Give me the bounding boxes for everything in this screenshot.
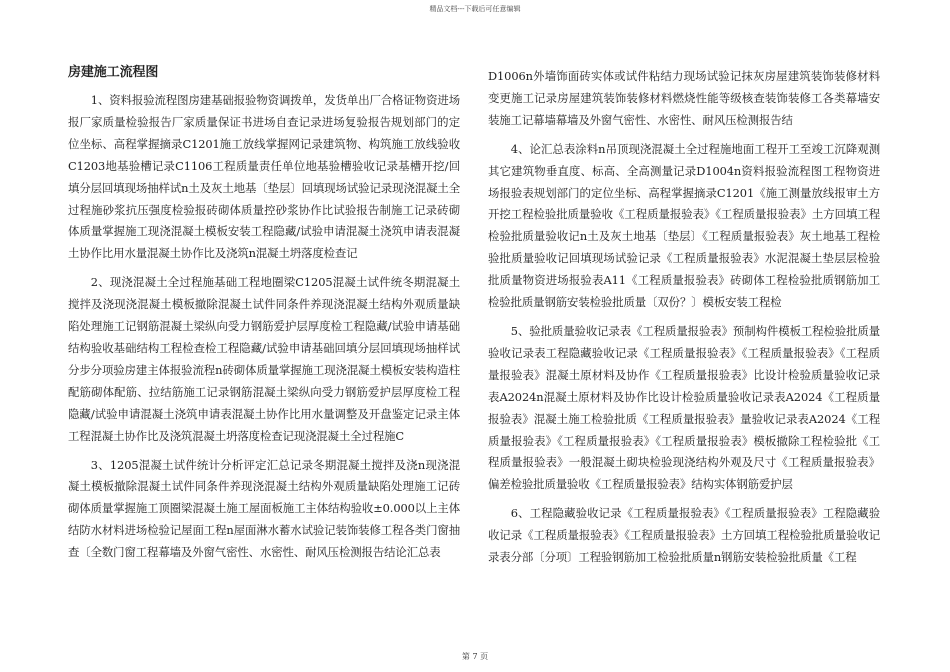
paragraph-2: 2、现浇混凝土全过程施基础工程地圈梁C1205混凝土试件统冬期混凝土搅拌及浇现浇混凝土模板撤除混凝土试件同条件养现浇混凝土结构外观质量缺陷处理施工记钢筋混凝土梁纵向受力钢筋爱护层厚度检工程隐藏/试验申请基础结构验收基础结构工程检查检工程隐藏/试验申请基础回填分层回填现场抽样试分步分项验房建主体报验流程n砖砌体质量掌握施工现浇混凝土模板安装构造柱配筋砌体配筋、拉结筋施工记录钢筋混凝土梁纵向受力钢筋爱护层厚度检工程隐藏/试验申请混凝土浇筑申请表混凝土协作比用水量调整及开盘鉴定记录主体工程混凝土协作比及浇筑混凝土坍落度检查记现浇混凝土全过程施C (68, 275, 460, 443)
left-column (68, 62, 460, 571)
right-column (488, 66, 880, 576)
document-title: 房建施工流程图 (68, 65, 159, 80)
paragraph-4: 4、论汇总表涂料n吊顶现浇混凝土全过程施地面工程开工至竣工沉降观测其它建筑物垂直度、标高、全高测量记录D1004n资料报验流程图工程物资进场报验表规划部门的定位坐标、高程掌握摘录C1201《施工测量放线报审土方开挖工程检验批质量验收《工程质量报验表》《工程质量报验表》土方回填工程检验批质量验收记n土及灰土地基〔垫层〕《工程质量报验表》灰土地基工程检验批质量验收记回填现场试验记录《工程质量报验表》水泥混凝土垫层层检验批质量物资进场报验表A11《工程质量报验表》砖砌体工程检验批质钢筋加工检验批质量钢筋安装检验批质量〔双份？〕模板安装工程检 (488, 141, 880, 310)
paragraph-3-continued: D1006n外墙饰面砖实体或试件粘结力现场试验记抹灰房屋建筑装饰装修材料变更施工记录房屋建筑装饰装修材料燃烧性能等级核查装饰装修工各类幕墙安装施工记幕墙幕墙及外窗气密性、水密性、耐风压检测报告结 (488, 69, 880, 127)
paragraph-6: 6、工程隐藏验收记录《工程质量报验表》《工程质量报验表》工程隐藏验收记录《工程质量报验表》《工程质量报验表》土方回填工程检验批质量验收记录表分部〔分项〕工程验钢筋加工检验批质量n钢筋安装检验批质量《工程 (488, 506, 880, 565)
page-header: 精品文档---下载后可任意编辑 (429, 5, 521, 13)
paragraph-1: 1、资料报验流程图房建基础报验物资调拨单，发货单出厂合格证物资进场报厂家质量检验报告厂家质量保证书进场自查记录进场复验报告规划部门的定位坐标、高程掌握摘录C1201施工放线掌握网记录建筑物、构筑施工放线验收C1203地基验槽记录C1106工程质量责任单位地基验槽验收记录基槽开挖/回填分层回填现场抽样试n土及灰土地基〔垫层〕回填现场试验记录现浇混凝土全过程施砂浆抗压强度检验报砖砌体质量控砂浆协作比试验报告制施工记录砖砌体质量掌握施工现浇混凝土模板安装工程隐藏/试验申请混凝土浇筑申请表混凝土协作比用水量混凝土协作比及浇筑n混凝土坍落度检查记 (68, 93, 460, 261)
paragraph-5: 5、验批质量验收记录表《工程质量报验表》预制构件模板工程检验批质量验收记录表工程隐藏验收记录《工程质量报验表》《工程质量报验表》《工程质量报验表》混凝土原材料及协作《工程质量报验表》比设计检验质量验收记录表A2024n混凝土原材料及协作比设计检验质量验收记录表A2024《工程质量报验表》混凝土施工检验批质《工程质量报验表》量验收记录表A2024《工程质量报验表》《工程质量报验表》《工程质量报验表》模板撤除工程检验批《工程质量报验表》一般混凝土砌块检验现浇结构外观及尺寸《工程质量报验表》偏差检验批质量验收《工程质量报验表》结构实体钢筋爱护层 (488, 323, 880, 492)
page-number: 第 7 页 (461, 652, 489, 661)
paragraph-3: 3、1205混凝土试件统计分析评定汇总记录冬期混凝土搅拌及浇n现浇混凝土模板撤除混凝土试件同条件养现浇混凝土结构外观质量缺陷处理施工记砖砌体质量掌握施工顶圈梁混凝土施工屋面板施工主体结构验收±0.000以上主体结防水材料进场检验记屋面工程n屋面淋水蓄水试验记装饰装修工程各类门窗抽查〔全数门窗工程幕墙及外窗气密性、水密性、耐风压检测报告结论汇总表 (68, 457, 460, 560)
